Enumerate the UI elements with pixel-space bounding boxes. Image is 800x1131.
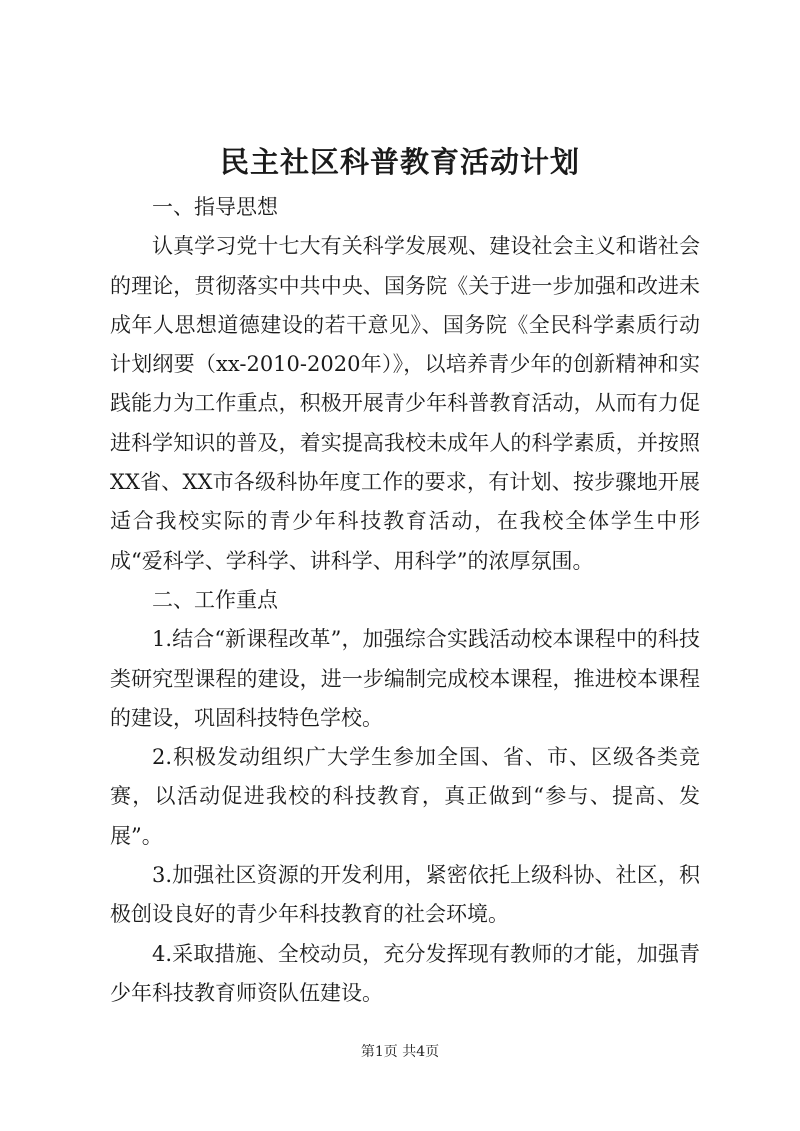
work-focus-item-1: 1.结合“新课程改革”，加强综合实践活动校本课程中的科技类研究型课程的建设，进一步编制完成校本课程，推进校本课程的建设，巩固科技特色学校。 — [110, 627, 700, 730]
work-focus-item-2: 2.积极发动组织广大学生参加全国、省、市、区级各类竞赛，以活动促进我校的科技教育，真正做到“参与、提高、发展”。 — [110, 745, 700, 848]
document-body — [110, 188, 700, 1013]
work-focus-item-3: 3.加强社区资源的开发利用，紧密依托上级科协、社区，积极创设良好的青少年科技教育的社会环境。 — [110, 863, 700, 927]
section-paragraph-guiding-ideology: 认真学习党十七大有关科学发展观、建设社会主义和谐社会的理论，贯彻落实中共中央、国务院《关于进一步加强和改进未成年人思想道德建设的若干意见》、国务院《全民科学素质行动计划纲要（xx-2010-2020年）》，以培养青少年的创新精神和实践能力为工作重点，积极开展青少年科普教育活动，从而有力促进科学知识的普及，着实提高我校未成年人的科学素质，并按照XX省、XX市各级科协年度工作的要求，有计划、按步骤地开展适合我校实际的青少年科技教育活动，在我校全体学生中形成“爱科学、学科学、讲科学、用科学”的浓厚氛围。 — [110, 234, 700, 573]
document-title: 民主社区科普教育活动计划 — [219, 145, 580, 179]
work-focus-item-4: 4.采取措施、全校动员，充分发挥现有教师的才能，加强青少年科技教育师资队伍建设。 — [110, 941, 700, 1005]
section-heading-guiding-ideology: 一、指导思想 — [152, 195, 278, 219]
section-heading-work-focus: 二、工作重点 — [152, 587, 278, 612]
page-number-footer: 第1页 共4页 — [360, 1044, 440, 1060]
